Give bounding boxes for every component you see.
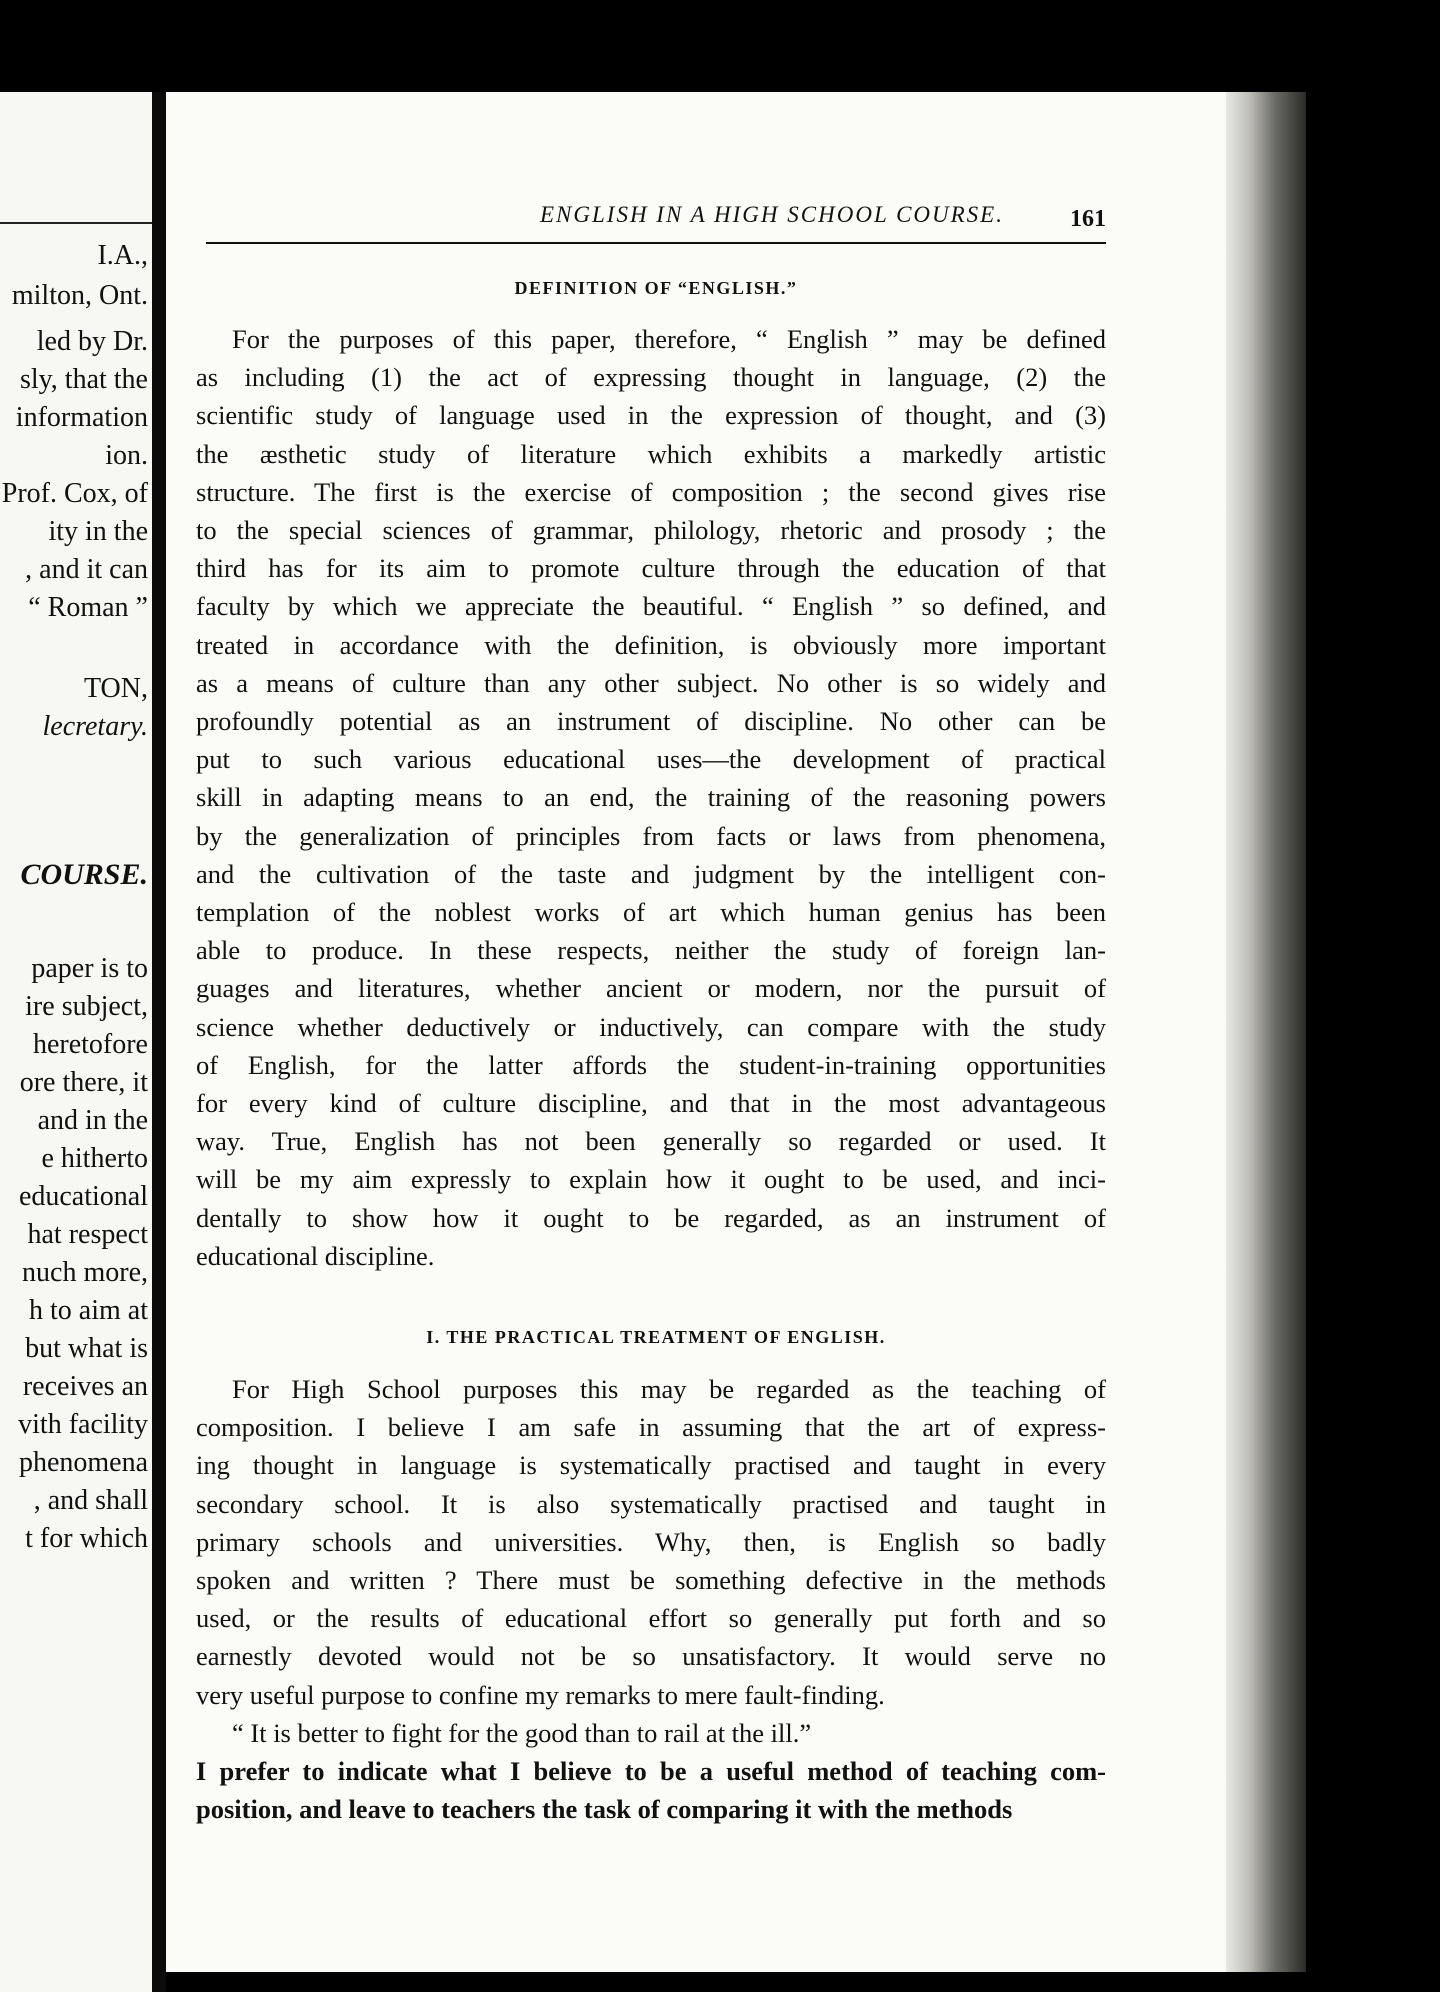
previous-page-line: milton, Ont. [11, 280, 148, 311]
previous-page-line: hat respect [27, 1219, 148, 1250]
text-line: science whether deductively or inductively, can compare with the study [196, 1011, 1106, 1042]
text-line: way. True, English has not been generally so regarded or used. It [196, 1126, 1106, 1157]
previous-page-line: nuch more, [22, 1257, 148, 1288]
text-line: for every kind of culture discipline, and that in the most advantageous [196, 1088, 1106, 1119]
previous-page-line: ire subject, [25, 991, 148, 1022]
text-line: as including (1) the act of expressing thought in language, (2) the [196, 362, 1106, 393]
previous-page-line: ion. [105, 440, 148, 471]
previous-page-line: lecretary. [42, 711, 148, 742]
previous-page-line: educational [18, 1181, 148, 1212]
previous-page-line: TON, [83, 673, 148, 704]
text-line: templation of the noblest works of art which human genius has been [196, 897, 1106, 928]
text-line: “ It is better to fight for the good than to rail at the ill.” [232, 1717, 812, 1748]
previous-page-line: ore there, it [19, 1067, 148, 1098]
definition-paragraph [196, 320, 1106, 1275]
book-gutter [152, 92, 166, 1992]
text-line: treated in accordance with the definition, is obviously more important [196, 629, 1106, 660]
header-rule [206, 242, 1106, 244]
book-page [166, 92, 1226, 1972]
text-line: I prefer to indicate what I believe to be a useful method of teaching com- [196, 1756, 1106, 1787]
previous-page-line: sly, that the [19, 364, 148, 395]
text-line: primary schools and universities. Why, then, is English so badly [196, 1526, 1106, 1557]
previous-page-line: vith facility [18, 1409, 148, 1440]
text-line: by the generalization of principles from facts or laws from phenomena, [196, 820, 1106, 851]
previous-page-line: I.A., [97, 240, 148, 271]
previous-page-line: paper is to [31, 953, 148, 984]
previous-page-line: , and it can [25, 554, 148, 585]
text-line: dentally to show how it ought to be regarded, as an instrument of [196, 1202, 1106, 1233]
text-line: skill in adapting means to an end, the training of the reasoning powers [196, 782, 1106, 813]
previous-page-line: Prof. Cox, of [1, 478, 148, 509]
text-line: very useful purpose to confine my remarks to mere fault-finding. [196, 1679, 885, 1710]
text-line: composition. I believe I am safe in assuming that the art of express- [196, 1412, 1106, 1443]
text-line: profoundly potential as an instrument of discipline. No other can be [196, 706, 1106, 737]
previous-page-line: heretofore [32, 1029, 148, 1060]
previous-page-line: led by Dr. [36, 326, 148, 357]
text-line: as a means of culture than any other subject. No other is so widely and [196, 667, 1106, 698]
text-line: ing thought in language is systematically practised and taught in every [196, 1450, 1106, 1481]
previous-page-line: receives an [22, 1371, 148, 1402]
previous-page-line: and in the [37, 1105, 148, 1136]
text-line: scientific study of language used in the expression of thought, and (3) [196, 400, 1106, 431]
text-line: For High School purposes this may be regarded as the teaching of [232, 1374, 1106, 1404]
text-line: of English, for the latter affords the student-in-training opportunities [196, 1049, 1106, 1080]
practical-treatment-paragraph [196, 1370, 1106, 1828]
previous-page-line: t for which [25, 1523, 148, 1554]
page-number: 161 [1070, 206, 1106, 232]
previous-page-rule [0, 222, 152, 224]
text-line: third has for its aim to promote culture through the education of that [196, 553, 1106, 584]
text-line: used, or the results of educational effort so generally put forth and so [196, 1603, 1106, 1634]
page-edge-shadow [1226, 92, 1306, 1972]
text-line: put to such various educational uses—the development of practical [196, 744, 1106, 775]
text-line: position, and leave to teachers the task of comparing it with the methods [196, 1794, 1013, 1825]
text-line: will be my aim expressly to explain how it ought to be used, and inci- [196, 1164, 1106, 1195]
text-line: structure. The first is the exercise of composition ; the second gives rise [196, 476, 1106, 507]
previous-page-line: but what is [25, 1333, 148, 1364]
previous-page-line: information [15, 402, 148, 433]
text-line: and the cultivation of the taste and judgment by the intelligent con- [196, 858, 1106, 889]
running-head: ENGLISH IN A HIGH SCHOOL COURSE. [540, 202, 1004, 227]
previous-page-line: “ Roman ” [28, 592, 148, 623]
text-line: earnestly devoted would not be so unsatisfactory. It would serve no [196, 1641, 1106, 1672]
previous-page-line: h to aim at [29, 1295, 148, 1326]
previous-page-line: e hitherto [41, 1143, 148, 1174]
text-line: secondary school. It is also systematically practised and taught in [196, 1488, 1106, 1519]
previous-page-line: ity in the [48, 516, 148, 547]
text-line: able to produce. In these respects, neither the study of foreign lan- [196, 935, 1106, 966]
text-line: faculty by which we appreciate the beautiful. “ English ” so defined, and [196, 591, 1106, 622]
previous-page-line: phenomena [18, 1447, 148, 1478]
previous-page-fragment [0, 92, 152, 1992]
section-heading-definition: DEFINITION OF “ENGLISH.” [514, 278, 798, 298]
text-line: the æsthetic study of literature which exhibits a markedly artistic [196, 438, 1106, 469]
text-line: educational discipline. [196, 1240, 435, 1271]
text-line: to the special sciences of grammar, philology, rhetoric and prosody ; the [196, 515, 1106, 546]
text-line: For the purposes of this paper, therefore, “ English ” may be defined [232, 324, 1106, 354]
text-line: spoken and written ? There must be something defective in the methods [196, 1565, 1106, 1596]
previous-page-line: , and shall [33, 1485, 148, 1516]
text-line: guages and literatures, whether ancient or modern, nor the pursuit of [196, 973, 1106, 1004]
section-heading-practical-treatment: I. THE PRACTICAL TREATMENT OF ENGLISH. [426, 1327, 886, 1347]
previous-page-line: COURSE. [20, 858, 148, 891]
